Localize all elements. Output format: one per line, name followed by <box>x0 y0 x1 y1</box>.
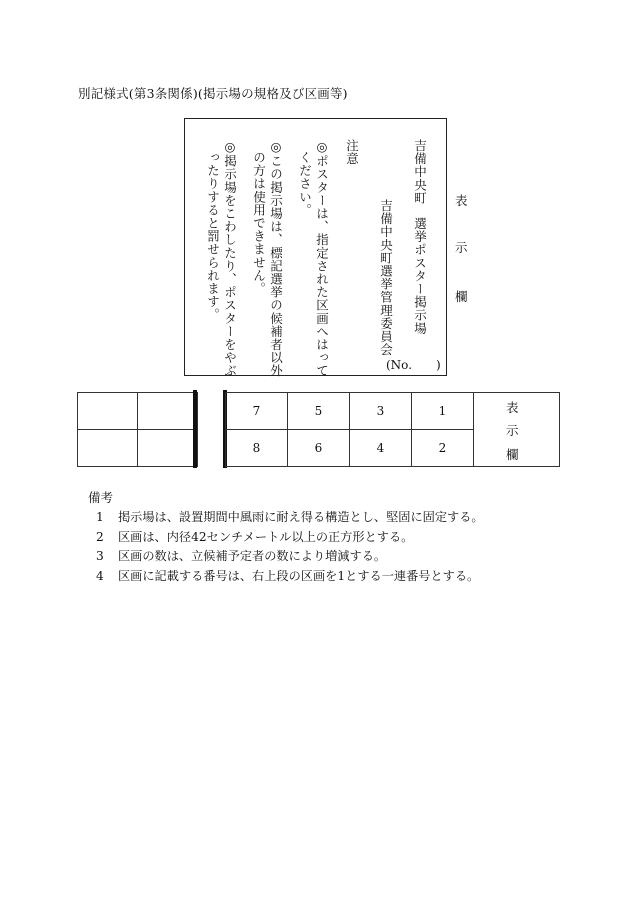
remark-number: 4 <box>96 568 104 583</box>
notice-rule-3-line-1: ◎掲示場をこわしたり、ポスターをやぶ <box>222 139 238 378</box>
remark-text: 区画は、内径42センチメートル以上の正方形とする。 <box>118 529 414 544</box>
remark-item <box>96 528 484 548</box>
remark-text: 掲示場は、設置期間中風雨に耐え得る構造とし、堅固に固定する。 <box>118 510 484 524</box>
remark-text: 区画に記載する番号は、右上段の区画を1とする一連番号とする。 <box>118 568 480 583</box>
blank-cell <box>78 430 138 467</box>
notice-display-char-2: 示 <box>455 240 468 255</box>
blank-cell <box>138 393 198 430</box>
notice-rule-2-line-2: の方は使用できません。 <box>251 151 267 296</box>
remark-text: 区画の数は、立候補予定者の数により増減する。 <box>118 549 387 563</box>
notice-board-title: 選挙ポスター掲示場 <box>412 217 428 335</box>
grid-header-char-1: 表 <box>506 400 519 415</box>
section-cell: 3 <box>350 393 412 430</box>
section-cell: 1 <box>412 393 474 430</box>
section-cell: 6 <box>288 430 350 467</box>
remark-number: 1 <box>96 510 104 524</box>
notice-display-char-3: 欄 <box>455 289 468 304</box>
remark-item <box>96 547 484 567</box>
notice-display-char-1: 表 <box>455 193 468 208</box>
blank-cell <box>78 393 138 430</box>
notice-rule-2-line-1: ◎この掲示場は、標記選挙の候補者以外 <box>268 139 284 378</box>
remark-item <box>96 508 484 528</box>
grid-header-char-2: 示 <box>506 423 519 438</box>
notice-municipality: 吉備中央町 <box>412 139 428 205</box>
page-heading: 別記様式(第3条関係)(掲示場の規格及び区画等) <box>78 86 348 101</box>
section-cell: 8 <box>226 430 288 467</box>
notice-committee: 吉備中央町選挙管理委員会 <box>378 199 394 357</box>
remark-number: 3 <box>96 549 104 563</box>
remarks-title: 備考 <box>88 490 114 505</box>
section-cell: 7 <box>226 393 288 430</box>
remark-number: 2 <box>96 529 104 544</box>
notice-rule-1-line-1: ◎ポスターは、指定された区画へはって <box>314 139 330 378</box>
notice-rule-1-line-2: ください。 <box>297 151 313 217</box>
blank-grid-table <box>77 392 198 467</box>
notice-rule-3-line-2: ったりすると罰せられます。 <box>205 151 221 322</box>
notice-caution-label: 注意 <box>344 139 360 166</box>
remark-item <box>96 567 484 587</box>
notice-board-sign <box>184 118 468 378</box>
grid-divider-left <box>193 390 197 468</box>
section-cell: 4 <box>350 430 412 467</box>
notice-number-field: (No. ) <box>386 358 441 372</box>
section-cell: 2 <box>412 430 474 467</box>
remarks-list <box>96 508 484 586</box>
blank-cell <box>138 430 198 467</box>
section-cell: 5 <box>288 393 350 430</box>
grid-header-char-3: 欄 <box>506 447 519 462</box>
